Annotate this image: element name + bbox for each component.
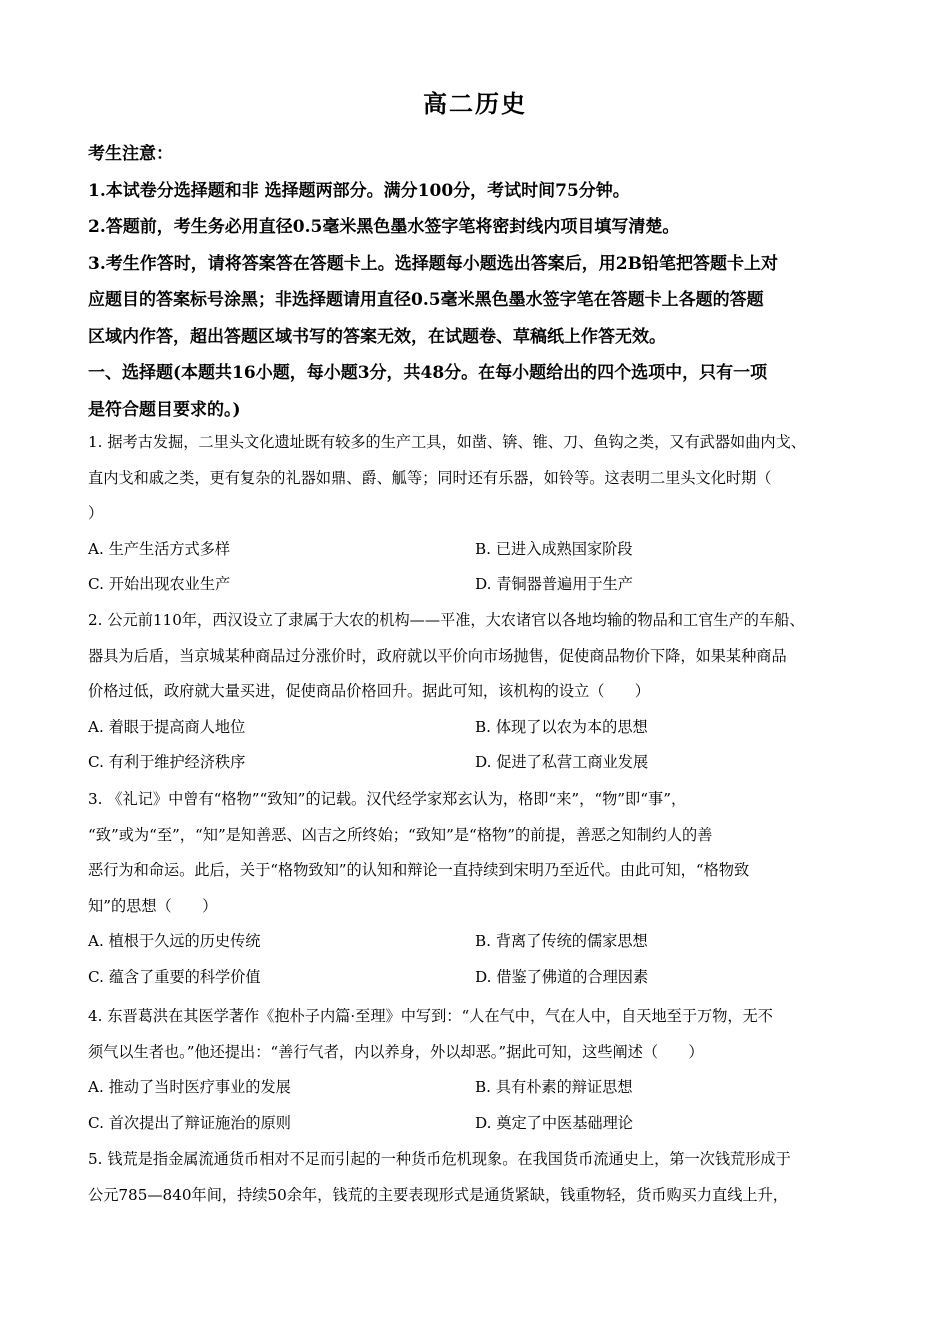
- option-b: B. 具有朴素的辩证思想: [475, 1078, 633, 1096]
- question-stem-line: 4. 东晋葛洪在其医学著作《抱朴子内篇·至理》中写到：“人在气中，气在人中，自天地至于万物，无不: [88, 1007, 773, 1025]
- question-stem-line: 5. 钱荒是指金属流通货币相对不足而引起的一种货币危机现象。在我国货币流通史上，第一次钱荒形成于: [88, 1150, 791, 1168]
- option-b: B. 背离了传统的儒家思想: [475, 932, 648, 950]
- option-a: A. 推动了当时医疗事业的发展: [88, 1078, 291, 1096]
- notice-item-3-line-3: 区域内作答，超出答题区域书写的答案无效，在试题卷、草稿纸上作答无效。: [88, 326, 666, 347]
- option-d: D. 促进了私营工商业发展: [475, 753, 649, 771]
- section-heading-line-2: 是符合题目要求的。): [88, 399, 241, 420]
- question-stem-line: 知”的思想（ ）: [88, 896, 218, 915]
- option-a: A. 植根于久远的历史传统: [88, 932, 261, 950]
- option-c: C. 首次提出了辩证施治的原则: [88, 1113, 291, 1132]
- question-options: [88, 1070, 878, 1141]
- option-d: D. 奠定了中医基础理论: [475, 1113, 633, 1132]
- question-options: [88, 710, 878, 781]
- question-stem-line: 3. 《礼记》中曾有“格物”“致知”的记载。汉代经学家郑玄认为，格即“来”，“物”即“事”，: [88, 790, 687, 808]
- question-stem-line: 公元785—840年间，持续50余年，钱荒的主要表现形式是通货紧缺，钱重物轻，货币购买力直线上升，: [88, 1185, 788, 1204]
- notice-item-2: 2.答题前，考生务必用直径0.5毫米黑色墨水签字笔将密封线内项目填写清楚。: [88, 217, 680, 237]
- notice-heading: 考生注意：: [88, 144, 173, 164]
- question-3: [88, 782, 878, 995]
- question-stem-line: 须气以生者也。”他还提出：“善行气者，内以养身，外以却恶。”据此可知，这些阐述（ ）: [88, 1042, 704, 1061]
- question-stem-line: “致”或为“至”，“知”是知善恶、凶吉之所终始；“致知”是“格物”的前提，善恶之知制约人的善: [88, 825, 713, 844]
- question-4: [88, 999, 878, 1141]
- question-stem-line: ）: [88, 504, 104, 522]
- notice-item-1: 1.本试卷分选择题和非 选择题两部分。满分100分，考试时间75分钟。: [88, 180, 630, 201]
- option-a: A. 生产生活方式多样: [88, 539, 231, 558]
- question-options: [88, 532, 878, 603]
- question-stem-line: 1. 据考古发掘，二里头文化遗址既有较多的生产工具，如凿、锛、锥、刀、鱼钩之类，又有武器如曲内戈、: [88, 433, 806, 451]
- question-1: [88, 425, 878, 603]
- option-c: C. 开始出现农业生产: [88, 575, 231, 593]
- option-c: C. 蕴含了重要的科学价值: [88, 967, 261, 986]
- question-options: [88, 924, 878, 995]
- question-stem-line: 价格过低，政府就大量买进，促使商品价格回升。据此可知，该机构的设立（ ）: [88, 682, 650, 700]
- notice-item-3-line-2: 应题目的答案标号涂黑；非选择题请用直径0.5毫米黑色墨水签字笔在答题卡上各题的答题: [88, 290, 764, 310]
- question-stem-line: 直内戈和戚之类，更有复杂的礼器如鼎、爵、觚等；同时还有乐器，如铃等。这表明二里头文化时期（: [88, 468, 772, 487]
- option-c: C. 有利于维护经济秩序: [88, 753, 246, 771]
- question-stem-line: 器具为后盾，当京城某种商品过分涨价时，政府就以平价向市场抛售，促使商品物价下降，如果某种商品: [88, 646, 787, 665]
- option-b: B. 已进入成熟国家阶段: [475, 539, 633, 558]
- question-stem-line: 恶行为和命运。此后，关于“格物致知”的认知和辩论一直持续到宋明乃至近代。由此可知，“格物致: [88, 861, 750, 879]
- exam-notice: [88, 136, 878, 428]
- question-2: [88, 603, 878, 781]
- question-5: [88, 1142, 878, 1213]
- notice-item-3-line-1: 3.考生作答时，请将答案答在答题卡上。选择题每小题选出答案后，用2B铅笔把答题卡上对: [88, 253, 778, 274]
- option-b: B. 体现了以农为本的思想: [475, 717, 648, 736]
- page-title: 高二历史: [423, 89, 527, 118]
- option-d: D. 青铜器普遍用于生产: [475, 575, 633, 593]
- section-heading-line-1: 一、选择题(本题共16小题，每小题3分，共48分。在每小题给出的四个选项中，只有一项: [88, 363, 768, 383]
- option-d: D. 借鉴了佛道的合理因素: [475, 967, 649, 986]
- question-stem-line: 2. 公元前110年，西汉设立了隶属于大农的机构——平准，大农诸官以各地均输的物品和工官生产的车船、: [88, 611, 805, 629]
- option-a: A. 着眼于提高商人地位: [88, 717, 246, 736]
